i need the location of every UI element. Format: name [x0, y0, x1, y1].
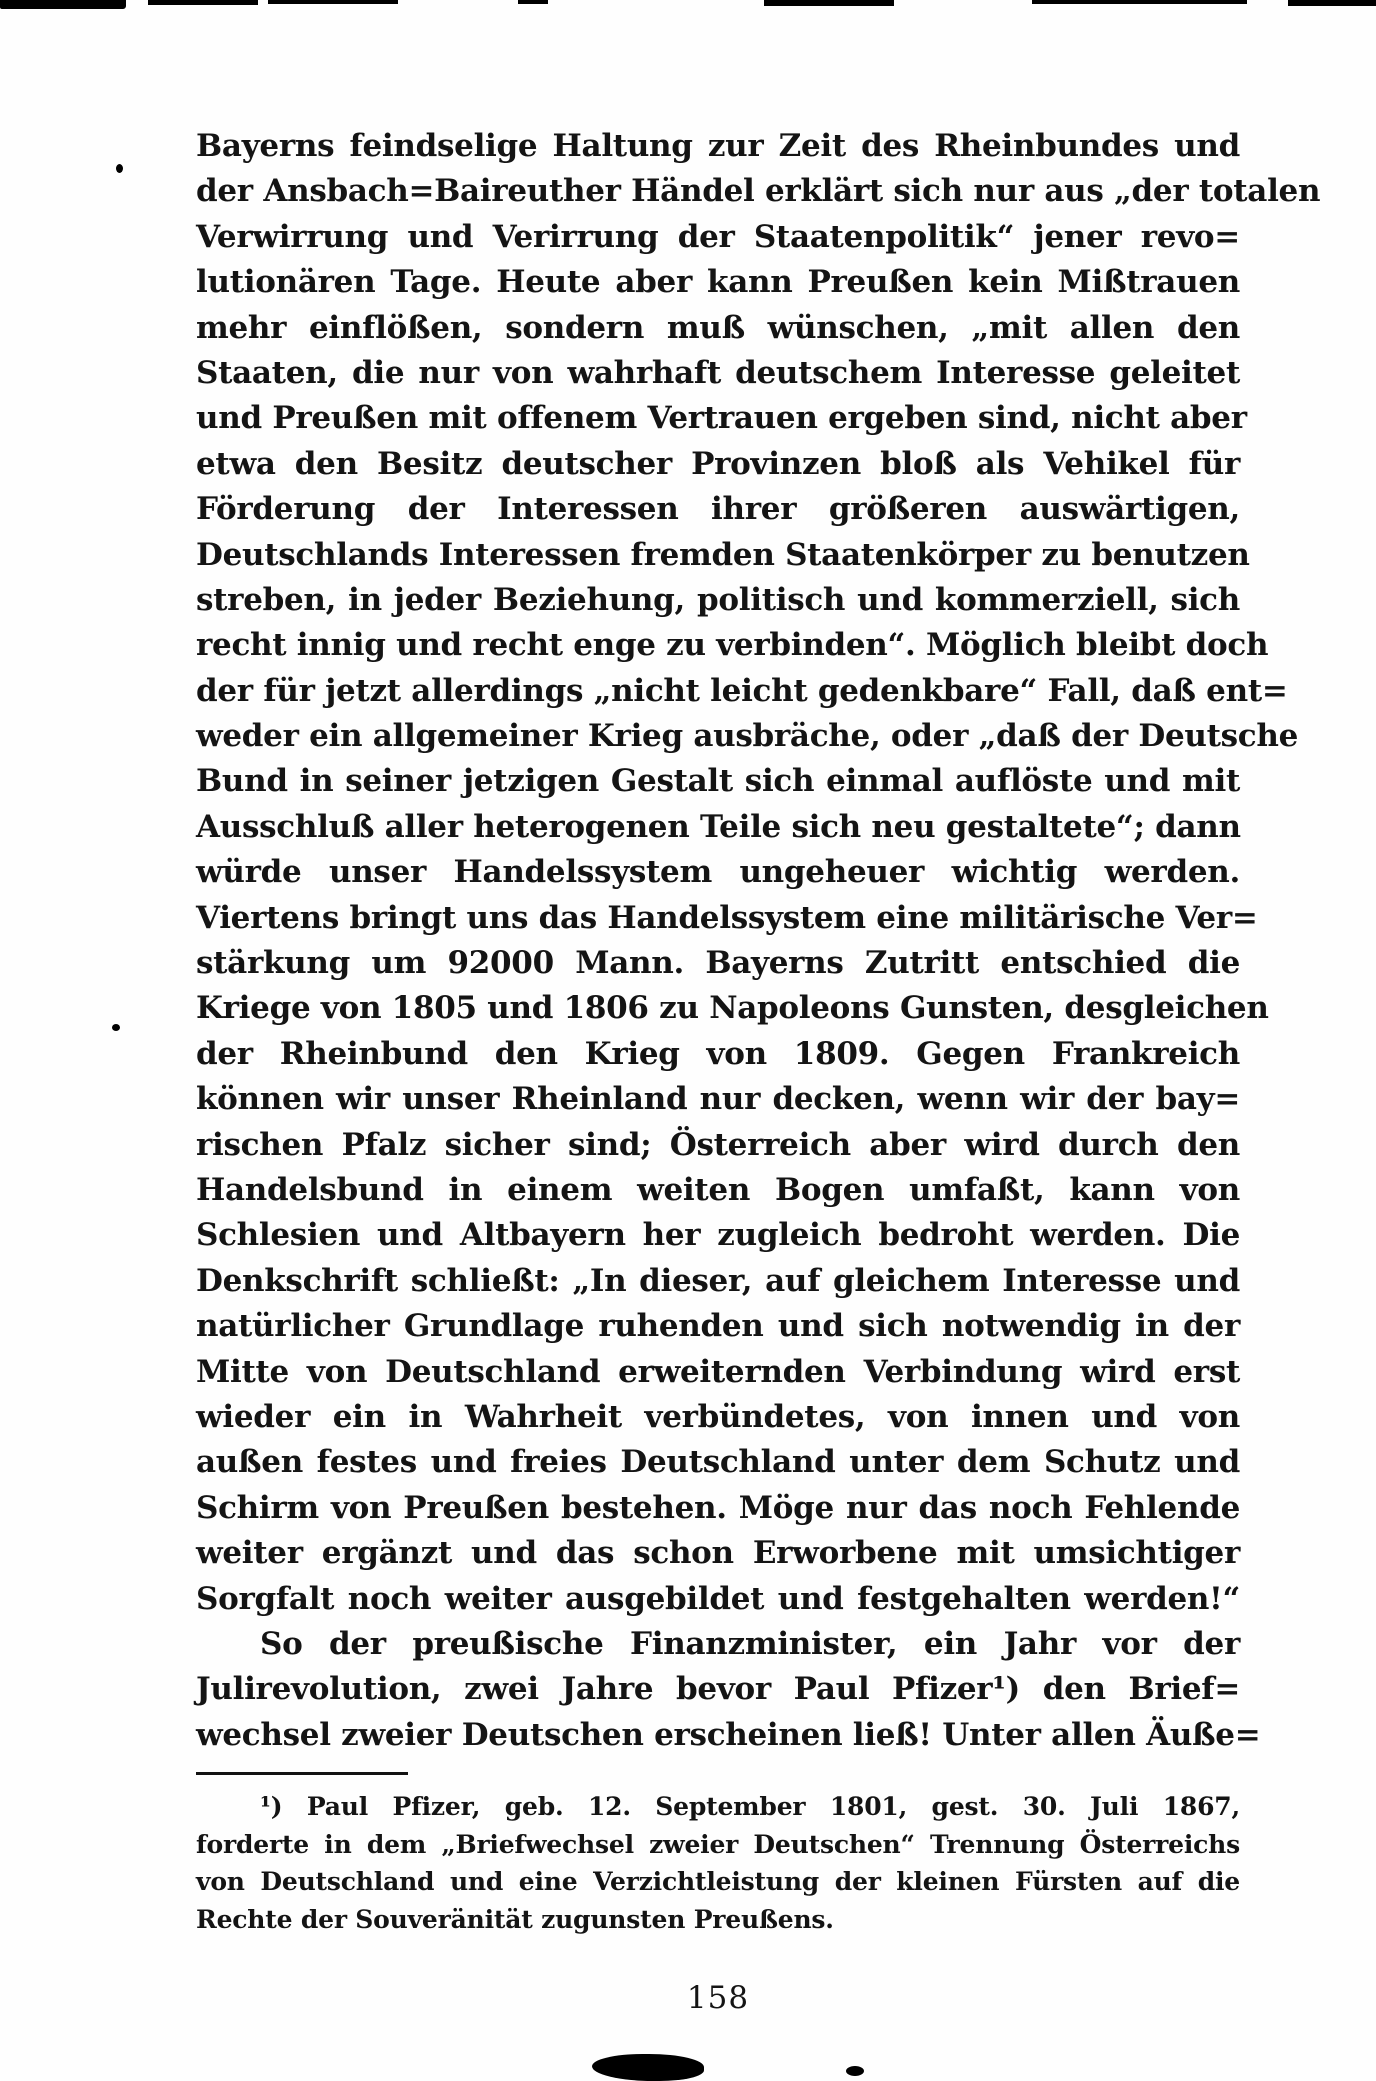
text-line: Ausschluß aller heterogenen Teile sich neu gestaltete“; dann [196, 808, 1241, 845]
text-line: Denkschrift schließt: „In dieser, auf gleichem Interesse und [196, 1262, 1240, 1299]
text-line: etwa den Besitz deutscher Provinzen bloß als Vehikel für [196, 445, 1240, 482]
text-line: ¹) Paul Pfizer, geb. 12. September 1801, gest. 30. Juli 1867, [260, 1792, 1240, 1821]
text-line: stärkung um 92000 Mann. Bayerns Zutritt entschied die [196, 945, 1240, 982]
text-line: und Preußen mit offenem Vertrauen ergeben sind, nicht aber [196, 400, 1247, 437]
text-line: Schirm von Preußen bestehen. Möge nur das noch Fehlende [196, 1489, 1240, 1526]
text-line: Handelsbund in einem weiten Bogen umfaßt, kann von [196, 1171, 1240, 1208]
text-line: Schlesien und Altbayern her zugleich bedroht werden. Die [196, 1217, 1240, 1254]
text-line: forderte in dem „Briefwechsel zweier Deutschen“ Trennung Österreichs [196, 1829, 1240, 1859]
text-line: der Rheinbund den Krieg von 1809. Gegen Frankreich [196, 1035, 1240, 1072]
text-line: Viertens bringt uns das Handelssystem eine militärische Ver= [196, 899, 1258, 936]
footnote-block [196, 1788, 1240, 1938]
text-line: lutionären Tage. Heute aber kann Preußen kein Mißtrauen [196, 264, 1240, 301]
text-line: der für jetzt allerdings „nicht leicht gedenkbare“ Fall, daß ent= [196, 672, 1288, 709]
text-line: recht innig und recht enge zu verbinden“. Möglich bleibt doch [196, 627, 1269, 664]
scan-artifact [592, 2054, 704, 2081]
scan-artifact [0, 0, 126, 9]
scan-artifact [112, 1024, 120, 1031]
text-line: Staaten, die nur von wahrhaft deutschem Interesse geleitet [196, 354, 1240, 391]
scan-artifact [518, 0, 548, 4]
text-line: Julirevolution, zwei Jahre bevor Paul Pfizer¹) den Brief= [196, 1671, 1240, 1708]
text-line: streben, in jeder Beziehung, politisch und kommerziell, sich [196, 581, 1240, 618]
text-line: wieder ein in Wahrheit verbündetes, von innen und von [196, 1398, 1240, 1435]
text-line: der Ansbach=Baireuther Händel erklärt sich nur aus „der totalen [196, 173, 1321, 210]
text-line: natürlicher Grundlage ruhenden und sich notwendig in der [196, 1308, 1240, 1345]
text-line: außen festes und freies Deutschland unter dem Schutz und [196, 1444, 1240, 1481]
footnote-rule [196, 1772, 408, 1775]
text-line: Bayerns feindselige Haltung zur Zeit des Rheinbundes und [196, 128, 1240, 164]
scan-artifact [148, 0, 258, 5]
scan-artifact [764, 0, 894, 6]
page-number: 158 [686, 1980, 750, 2016]
scan-artifact [116, 164, 123, 173]
text-line: von Deutschland und eine Verzichtleistung der kleinen Fürsten auf die [196, 1867, 1240, 1897]
scan-artifact [1288, 0, 1376, 6]
text-line: wechsel zweier Deutschen erscheinen ließ! Unter allen Äuße= [196, 1716, 1261, 1753]
main-text-block [196, 124, 1321, 1758]
text-line: weder ein allgemeiner Krieg ausbräche, oder „daß der Deutsche [196, 718, 1299, 755]
text-line: So der preußische Finanzminister, ein Jahr vor der [260, 1625, 1240, 1662]
scan-artifact [846, 2066, 864, 2076]
text-line: Rechte der Souveränität zugunsten Preußens. [196, 1904, 834, 1934]
text-line: Förderung der Interessen ihrer größeren auswärtigen, [196, 491, 1240, 528]
text-line: Verwirrung und Verirrung der Staatenpolitik“ jener revo= [196, 218, 1240, 255]
text-line: würde unser Handelssystem ungeheuer wichtig werden. [196, 854, 1240, 891]
text-line: Sorgfalt noch weiter ausgebildet und festgehalten werden!“ [196, 1580, 1240, 1617]
text-line: Deutschlands Interessen fremden Staatenkörper zu benutzen [196, 536, 1250, 573]
text-line: Bund in seiner jetzigen Gestalt sich einmal auflöste und mit [196, 763, 1240, 800]
text-line: weiter ergänzt und das schon Erworbene mit umsichtiger [196, 1535, 1240, 1572]
text-line: rischen Pfalz sicher sind; Österreich aber wird durch den [196, 1126, 1240, 1163]
text-line: Kriege von 1805 und 1806 zu Napoleons Gunsten, desgleichen [196, 990, 1269, 1027]
scan-artifact [1032, 0, 1247, 4]
scan-artifact [268, 0, 398, 4]
text-line: können wir unser Rheinland nur decken, wenn wir der bay= [196, 1081, 1240, 1118]
text-line: Mitte von Deutschland erweiternden Verbindung wird erst [196, 1353, 1240, 1390]
text-line: mehr einflößen, sondern muß wünschen, „mit allen den [196, 309, 1240, 346]
